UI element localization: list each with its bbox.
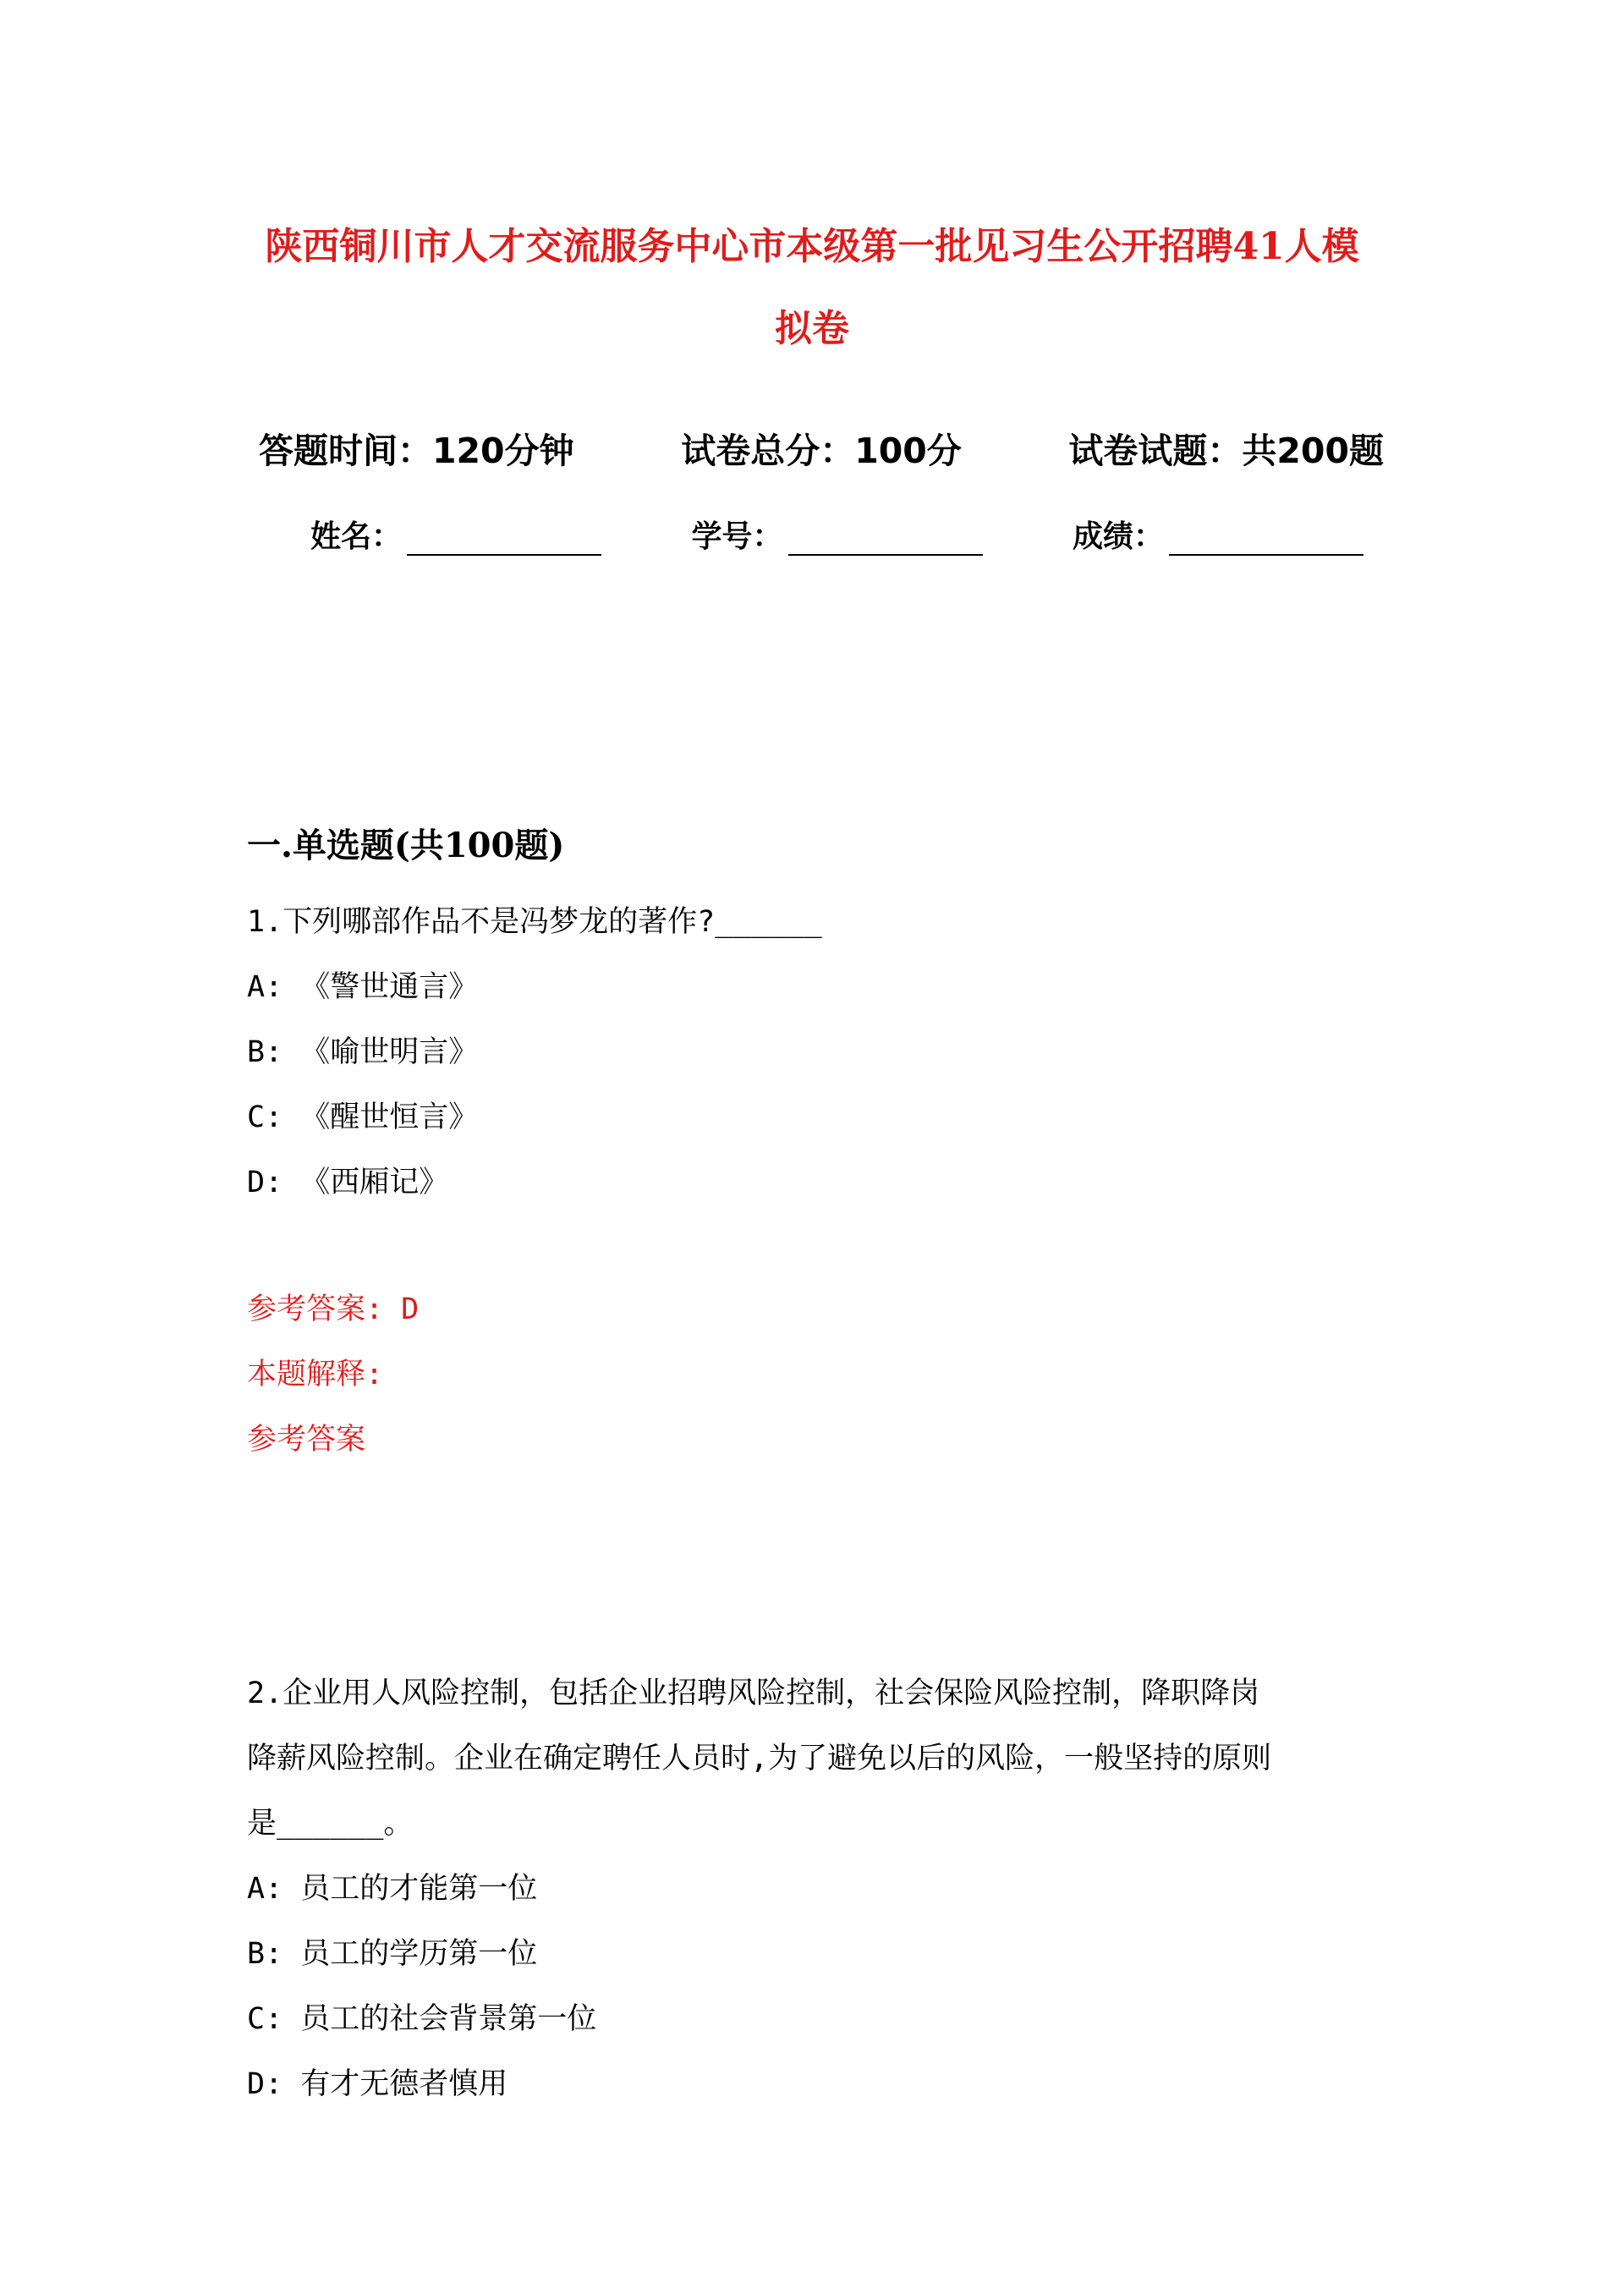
question-1-option-a: A: 《警世通言》 (247, 970, 479, 1004)
exam-title-line-2: 拟卷 (775, 307, 849, 350)
name-field (310, 513, 601, 556)
exam-title-line-1: 陕西铜川市人才交流服务中心市本级第一批见习生公开招聘41人模 (265, 225, 1359, 268)
question-1-option-d: D: 《西厢记》 (247, 1166, 449, 1199)
exam-meta-row (259, 423, 1384, 473)
score-label: 成绩： (1072, 519, 1164, 554)
total-score: 试卷总分：100分 (681, 431, 962, 471)
question-2-option-c: C: 员工的社会背景第一位 (247, 2002, 597, 2036)
question-2-option-a: A: 员工的才能第一位 (247, 1872, 538, 1906)
total-questions: 试卷试题：共200题 (1068, 431, 1384, 471)
exam-time: 答题时间：120分钟 (259, 431, 574, 471)
question-1-option-b: B: 《喻世明言》 (247, 1035, 479, 1069)
question-1-stem: 1.下列哪部作品不是冯梦龙的著作?______ (247, 905, 822, 939)
question-2-stem-line-1: 2.企业用人风险控制，包括企业招聘风险控制，社会保险风险控制，降职降岗 (247, 1677, 1260, 1710)
question-2-option-d: D: 有才无德者慎用 (247, 2067, 508, 2101)
name-label: 姓名： (310, 519, 403, 554)
student-id-label: 学号： (691, 519, 783, 554)
question-1-explanation: 参考答案 (247, 1423, 366, 1457)
question-2-option-b: B: 员工的学历第一位 (247, 1937, 538, 1971)
student-id-field (691, 513, 982, 556)
question-1-explanation-label: 本题解释: (247, 1358, 384, 1391)
question-1-option-c: C: 《醒世恒言》 (247, 1100, 479, 1134)
section-heading: 一.单选题(共100题) (247, 826, 565, 865)
score-blank[interactable] (1169, 520, 1363, 556)
student-info-row (310, 513, 1363, 556)
question-2-stem-line-2: 降薪风险控制。企业在确定聘任人员时,为了避免以后的风险，一般坚持的原则 (247, 1742, 1272, 1775)
name-blank[interactable] (407, 520, 601, 556)
question-2-stem-line-3: 是______。 (247, 1807, 414, 1841)
question-1-answer: 参考答案: D (247, 1292, 420, 1326)
student-id-blank[interactable] (788, 520, 983, 556)
score-field (1073, 513, 1363, 556)
